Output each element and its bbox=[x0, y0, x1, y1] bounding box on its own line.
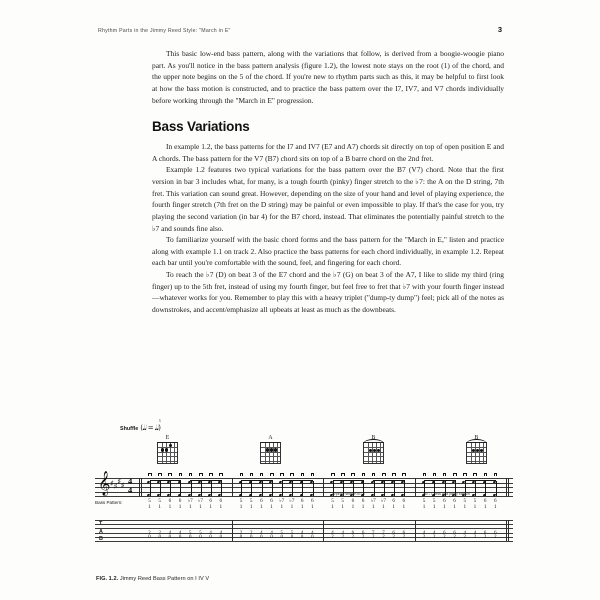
downstroke-symbol-icon bbox=[250, 473, 254, 476]
tab-number: 7 bbox=[382, 530, 385, 536]
shuffle-label: Shuffle bbox=[120, 425, 139, 432]
tab-number: 2 bbox=[158, 530, 161, 536]
tab-number: 2 bbox=[443, 535, 446, 540]
bass-degree-upper: 5 bbox=[422, 498, 426, 504]
treble-clef-icon: 𝄞 bbox=[98, 470, 111, 495]
downstroke-symbol-icon bbox=[290, 473, 294, 476]
chord-diagram-row bbox=[95, 435, 513, 471]
bass-degree-upper: ♭7 bbox=[289, 498, 295, 504]
bass-degree-lower: 1 bbox=[361, 504, 365, 510]
downstroke-symbol-icon bbox=[148, 473, 152, 476]
bass-degree-lower: 1 bbox=[178, 504, 182, 510]
tab-number: 0 bbox=[178, 535, 182, 540]
bass-degree-lower: 1 bbox=[239, 504, 243, 510]
tab-number: 5 bbox=[189, 530, 192, 536]
opening-double-barline bbox=[139, 478, 142, 496]
downstroke-symbol-icon bbox=[484, 473, 488, 476]
tab-number: 4 bbox=[178, 530, 182, 536]
tab-letter-t: T bbox=[99, 521, 103, 527]
downstroke-symbol-icon bbox=[453, 473, 457, 476]
bar-annotation: w/pinky stretch to ♭7 bbox=[332, 492, 366, 496]
bass-degree-lower: 1 bbox=[463, 504, 467, 510]
chord-diagram-b-1 bbox=[361, 435, 386, 464]
tab-number: 5 bbox=[199, 530, 202, 536]
tab-number: 6 bbox=[483, 530, 487, 536]
tab-number: 4 bbox=[311, 530, 314, 536]
bass-degree-upper: 5 bbox=[341, 498, 344, 504]
tab-number: 4 bbox=[219, 530, 223, 536]
bass-degree-lower: 1 bbox=[158, 504, 161, 510]
downstroke-symbol-icon bbox=[433, 473, 437, 476]
tab-number: 2 bbox=[494, 535, 497, 540]
tab-letter-b: B bbox=[99, 536, 103, 543]
bass-degree-lower: 1 bbox=[494, 504, 497, 510]
tab-number: 6 bbox=[402, 530, 406, 536]
chord-name: B bbox=[371, 435, 376, 441]
figure-number: FIG. 1.2. bbox=[96, 576, 119, 582]
tab-number: 0 bbox=[189, 535, 192, 540]
bass-degree-lower: 1 bbox=[341, 504, 344, 510]
bass-degree-upper: 6 bbox=[300, 498, 304, 504]
downstroke-symbol-icon bbox=[179, 473, 183, 476]
bass-degree-lower: 1 bbox=[331, 504, 334, 510]
downstroke-symbol-icon bbox=[199, 473, 203, 476]
bass-degree-lower: 1 bbox=[392, 504, 395, 510]
beam-group bbox=[333, 480, 365, 492]
downstroke-symbol-icon bbox=[423, 473, 427, 476]
note-stem bbox=[475, 481, 476, 496]
barline bbox=[415, 478, 416, 496]
downstroke-symbol-icon bbox=[270, 473, 274, 476]
bass-degree-lower: 1 bbox=[422, 504, 426, 510]
chord-name: B bbox=[474, 435, 479, 441]
tab-lines bbox=[95, 520, 513, 546]
tab-number: 2 bbox=[341, 535, 344, 540]
shuffle-equation-glyphs: (𝅘𝅥𝅘𝅥 = 3 𝅘𝅥𝅘𝅥) bbox=[140, 424, 160, 433]
tab-number: 0 bbox=[219, 535, 223, 540]
tab-number: 2 bbox=[453, 535, 456, 540]
bass-degree-upper: ♭7 bbox=[370, 498, 376, 504]
tab-barline bbox=[232, 520, 233, 541]
tab-number: 6 bbox=[443, 530, 446, 536]
bass-degree-upper: 6 bbox=[168, 498, 172, 504]
shuffle-marking bbox=[120, 424, 160, 433]
figure-caption-text: Jimmy Reed Bass Pattern on I IV V bbox=[119, 576, 210, 582]
tab-number: 0 bbox=[148, 535, 151, 540]
bass-degree-upper: 6 bbox=[209, 498, 212, 504]
tab-number: 2 bbox=[392, 535, 395, 540]
bass-degree-upper: 5 bbox=[249, 498, 253, 504]
bass-degree-lower: 1 bbox=[219, 504, 223, 510]
bass-degree-upper: 6 bbox=[260, 498, 263, 504]
tab-number: 6 bbox=[361, 530, 365, 536]
tab-number: 6 bbox=[494, 530, 497, 536]
music-example bbox=[95, 424, 513, 564]
tab-barline bbox=[506, 520, 509, 541]
chord-grid bbox=[260, 442, 281, 464]
note-stem bbox=[496, 481, 497, 496]
bass-degree-lower: 1 bbox=[290, 504, 294, 510]
bass-degree-upper: ♭7 bbox=[197, 498, 203, 504]
bass-degree-lower: 1 bbox=[453, 504, 456, 510]
tab-number: 4 bbox=[209, 530, 212, 536]
downstroke-symbol-icon bbox=[351, 473, 355, 476]
bass-degree-lower: 1 bbox=[473, 504, 477, 510]
chord-grid bbox=[157, 442, 178, 464]
paragraph-4: To reach the ♭7 (D) on beat 3 of the E7 chord and the ♭7 (G) on beat 3 of the A7, I like to slide my third (ring finger) up to the 5th fret, instead of using my fourth finger, but feel free to fret that ♭7 with your fourth finger instead—whatever works for you. Remember to play this with a heavy triplet ("dump-ty dump") feel; pick all of the notes as downstrokes, and accent/emphasize all upbeats at least as much as the downbeats. bbox=[152, 270, 504, 314]
tab-number: 0 bbox=[249, 535, 253, 540]
running-head bbox=[98, 25, 502, 34]
barline bbox=[323, 478, 324, 496]
time-signature-top: 4 bbox=[128, 476, 133, 486]
bass-degree-upper: 6 bbox=[219, 498, 223, 504]
tab-number: 4 bbox=[270, 530, 273, 536]
beam-group bbox=[282, 480, 314, 492]
bass-degree-lower: 1 bbox=[260, 504, 263, 510]
bass-degree-lower: 1 bbox=[382, 504, 385, 510]
tab-number: 2 bbox=[372, 535, 375, 540]
downstroke-symbol-icon bbox=[402, 473, 406, 476]
barline bbox=[506, 478, 509, 496]
note-stem bbox=[201, 481, 202, 496]
tab-number: 2 bbox=[351, 535, 355, 540]
downstroke-symbol-icon bbox=[443, 473, 447, 476]
tab-number: 0 bbox=[199, 535, 202, 540]
tab-number: 4 bbox=[432, 530, 436, 536]
bass-degree-upper: ♭7 bbox=[187, 498, 193, 504]
chord-name: A bbox=[268, 435, 273, 441]
note-stem bbox=[272, 481, 273, 496]
bass-degree-lower: 1 bbox=[300, 504, 304, 510]
bass-degree-lower: 1 bbox=[199, 504, 202, 510]
section-heading-bass-variations: Bass Variations bbox=[152, 119, 250, 135]
tab-number: 2 bbox=[432, 535, 436, 540]
bar-annotation: no ♭7, less of a pinky stretch bbox=[423, 492, 470, 496]
downstroke-symbol-icon bbox=[209, 473, 213, 476]
note-stem bbox=[384, 481, 385, 496]
bass-degree-lower: 1 bbox=[432, 504, 436, 510]
downstroke-symbol-icon bbox=[473, 473, 477, 476]
bass-degree-lower: 1 bbox=[270, 504, 273, 510]
tab-number: 2 bbox=[249, 530, 253, 536]
bass-degree-lower: 1 bbox=[148, 504, 151, 510]
downstroke-symbol-icon bbox=[168, 473, 172, 476]
downstroke-symbol-icon bbox=[311, 473, 315, 476]
note-stem bbox=[394, 481, 395, 496]
bass-degree-upper: 5 bbox=[331, 498, 334, 504]
note-stem bbox=[485, 481, 486, 496]
tab-number: 0 bbox=[311, 535, 314, 540]
note-stem bbox=[170, 481, 171, 496]
downstroke-symbol-icon bbox=[463, 473, 467, 476]
tab-number: 2 bbox=[382, 535, 385, 540]
tab-number: 5 bbox=[290, 530, 294, 536]
chord-diagram-a bbox=[258, 435, 283, 464]
tab-number: 4 bbox=[341, 530, 344, 536]
bass-degree-upper: 5 bbox=[432, 498, 436, 504]
bass-degree-upper: 5 bbox=[148, 498, 151, 504]
downstroke-symbol-icon bbox=[362, 473, 366, 476]
note-stem bbox=[302, 481, 303, 496]
bass-degree-upper: 6 bbox=[311, 498, 314, 504]
paragraph-3: To familiarize yourself with the basic chord forms and the bass pattern for the "March in E," listen and practice along with example 1.1 on track 2. Also practice the bass patterns for each chord individually, in example 1.2. Repeat each bar until you're comfortable with the sound, feel, and fingering for each chord. bbox=[152, 235, 504, 268]
tab-barline bbox=[323, 520, 324, 541]
tab-number: 6 bbox=[351, 530, 355, 536]
note-stem bbox=[292, 481, 293, 496]
chord-diagram-e bbox=[155, 435, 180, 464]
tab-number: 2 bbox=[483, 535, 487, 540]
note-stem bbox=[211, 481, 212, 496]
bass-degree-upper: 6 bbox=[361, 498, 365, 504]
tab-number: 4 bbox=[473, 530, 477, 536]
barline bbox=[232, 478, 233, 496]
downstroke-symbol-icon bbox=[382, 473, 386, 476]
beam-group bbox=[150, 480, 182, 492]
body-text-column bbox=[152, 48, 504, 316]
downstroke-symbol-icon bbox=[341, 473, 345, 476]
bass-degree-upper: 5 bbox=[158, 498, 161, 504]
tab-number: 4 bbox=[260, 530, 263, 536]
key-signature: ♯ ♯ ♯ ♯ bbox=[110, 477, 125, 492]
bass-degree-lower: 1 bbox=[402, 504, 406, 510]
note-stem bbox=[251, 481, 252, 496]
bass-degree-lower: 1 bbox=[280, 504, 284, 510]
bass-degree-upper: 6 bbox=[483, 498, 487, 504]
bass-degree-lower: 1 bbox=[209, 504, 212, 510]
tab-letter-a: A bbox=[99, 528, 103, 535]
downstroke-symbol-icon bbox=[494, 473, 498, 476]
bass-degree-upper: 6 bbox=[351, 498, 355, 504]
tab-number: 4 bbox=[168, 530, 172, 536]
bass-degree-lower: 1 bbox=[168, 504, 172, 510]
tab-number: 0 bbox=[270, 535, 273, 540]
note-stem bbox=[313, 481, 314, 496]
tab-number: 7 bbox=[372, 530, 375, 536]
note-stem bbox=[160, 481, 161, 496]
tab-number: 0 bbox=[280, 535, 283, 540]
downstroke-symbol-icon bbox=[280, 473, 284, 476]
tab-number: 4 bbox=[422, 530, 426, 536]
tab-number: 4 bbox=[300, 530, 304, 536]
figure-caption bbox=[96, 576, 209, 582]
time-signature bbox=[128, 477, 132, 495]
tab-number: 2 bbox=[148, 530, 151, 536]
bass-degree-upper: 6 bbox=[443, 498, 446, 504]
downstroke-symbol-icon bbox=[158, 473, 162, 476]
tab-number: 4 bbox=[331, 530, 334, 536]
bass-degree-lower: 1 bbox=[249, 504, 253, 510]
note-stem bbox=[221, 481, 222, 496]
downstroke-symbol-icon bbox=[301, 473, 305, 476]
note-stem bbox=[262, 481, 263, 496]
bass-degree-lower: 1 bbox=[351, 504, 355, 510]
bass-degree-upper: 6 bbox=[178, 498, 182, 504]
tab-barline bbox=[415, 520, 416, 541]
tab-number: 2 bbox=[361, 535, 365, 540]
time-signature-bottom: 4 bbox=[128, 485, 133, 495]
beam-group bbox=[465, 480, 497, 492]
bass-degree-upper: 5 bbox=[473, 498, 477, 504]
tab-number: 0 bbox=[168, 535, 172, 540]
downstroke-symbol-icon bbox=[372, 473, 376, 476]
bass-degree-upper: 6 bbox=[392, 498, 395, 504]
tablature-staff bbox=[95, 520, 513, 554]
chord-grid bbox=[363, 442, 384, 464]
paragraph-2: Example 1.2 features two typical variations for the bass pattern over the B7 (V7) chord. Note that the first version in bar 3 includes what, for many, is a tough fourth (pinky) finger stretch to the ♭7: the A on the D string, 7th fret. This variation can sound great. However, depending on the size of your hand and level of playing experience, the fourth finger stretch (7th fret on the D string) may be painful or even impossible to play. If that's the case for you, try playing the second variation (in bar 4) for the B7 chord, instead. That eliminates the potentially painful stretch to the ♭7 and sounds fine also. bbox=[152, 165, 504, 233]
paragraph-1: In example 1.2, the bass patterns for the I7 and IV7 (E7 and A7) chords sit directly on top of open position E and A chords. The bass pattern for the V7 (B7) chord sits on top of a B barre chord on the 2nd fret. bbox=[152, 142, 504, 163]
tab-number: 2 bbox=[402, 535, 406, 540]
downstroke-symbol-icon bbox=[240, 473, 244, 476]
bass-degree-upper: 6 bbox=[494, 498, 497, 504]
bass-degree-upper: 5 bbox=[463, 498, 467, 504]
bass-degree-upper: ♭7 bbox=[380, 498, 386, 504]
downstroke-symbol-icon bbox=[189, 473, 193, 476]
downstroke-symbol-icon bbox=[260, 473, 264, 476]
downstroke-symbol-icon bbox=[392, 473, 396, 476]
tab-number: 0 bbox=[290, 535, 294, 540]
note-stem bbox=[404, 481, 405, 496]
chord-grid bbox=[466, 442, 487, 464]
chord-name: E bbox=[165, 435, 170, 441]
tab-number: 2 bbox=[239, 530, 243, 536]
bass-degree-upper: 6 bbox=[270, 498, 273, 504]
bass-degree-lower: 1 bbox=[483, 504, 487, 510]
bass-degree-lower: 1 bbox=[311, 504, 314, 510]
tab-number: 6 bbox=[453, 530, 456, 536]
tab-number: 0 bbox=[260, 535, 263, 540]
downstroke-symbol-icon bbox=[219, 473, 223, 476]
bass-pattern-label: Bass Pattern: bbox=[95, 500, 123, 505]
bass-degree-lower: 1 bbox=[188, 504, 192, 510]
bass-pattern-degree-row bbox=[95, 492, 513, 512]
tab-number: 2 bbox=[422, 535, 426, 540]
tab-number: 0 bbox=[239, 535, 243, 540]
tab-letters bbox=[99, 521, 103, 544]
tab-number: 2 bbox=[473, 535, 477, 540]
page-number: 3 bbox=[497, 25, 502, 34]
tab-number: 2 bbox=[331, 535, 334, 540]
tab-number: 0 bbox=[300, 535, 304, 540]
tab-number: 0 bbox=[158, 535, 161, 540]
paragraph-intro: This basic low-end bass pattern, along with the variations that follow, is derived from a boogie-woogie piano part. As you'll notice in the bass pattern analysis (figure 1.2), the lowest note stays on the root (1) of the chord, and the upper note begins on the 5 of the chord. If you're new to rhythm parts such as this, it may be helpful to first look at how the bass motion is constructed, and to practice the bass pattern over the I7, IV7, and V7 chords individually before working through the "March in E" progression. bbox=[152, 49, 504, 105]
tab-number: 6 bbox=[392, 530, 395, 536]
tab-number: 0 bbox=[209, 535, 212, 540]
bass-degree-lower: 1 bbox=[443, 504, 446, 510]
bass-degree-upper: 6 bbox=[453, 498, 456, 504]
bass-degree-upper: ♭7 bbox=[279, 498, 285, 504]
note-stem bbox=[180, 481, 181, 496]
running-head-title: Rhythm Parts in the Jimmy Reed Style: "March in E" bbox=[98, 28, 231, 34]
downstroke-symbol-icon bbox=[331, 473, 335, 476]
bass-degree-upper: 5 bbox=[239, 498, 243, 504]
tab-number: 4 bbox=[463, 530, 466, 536]
chord-diagram-b-2 bbox=[464, 435, 489, 464]
bass-degree-upper: 6 bbox=[402, 498, 406, 504]
tab-number: 2 bbox=[463, 535, 466, 540]
tab-number: 5 bbox=[280, 530, 283, 536]
bass-degree-lower: 1 bbox=[371, 504, 375, 510]
